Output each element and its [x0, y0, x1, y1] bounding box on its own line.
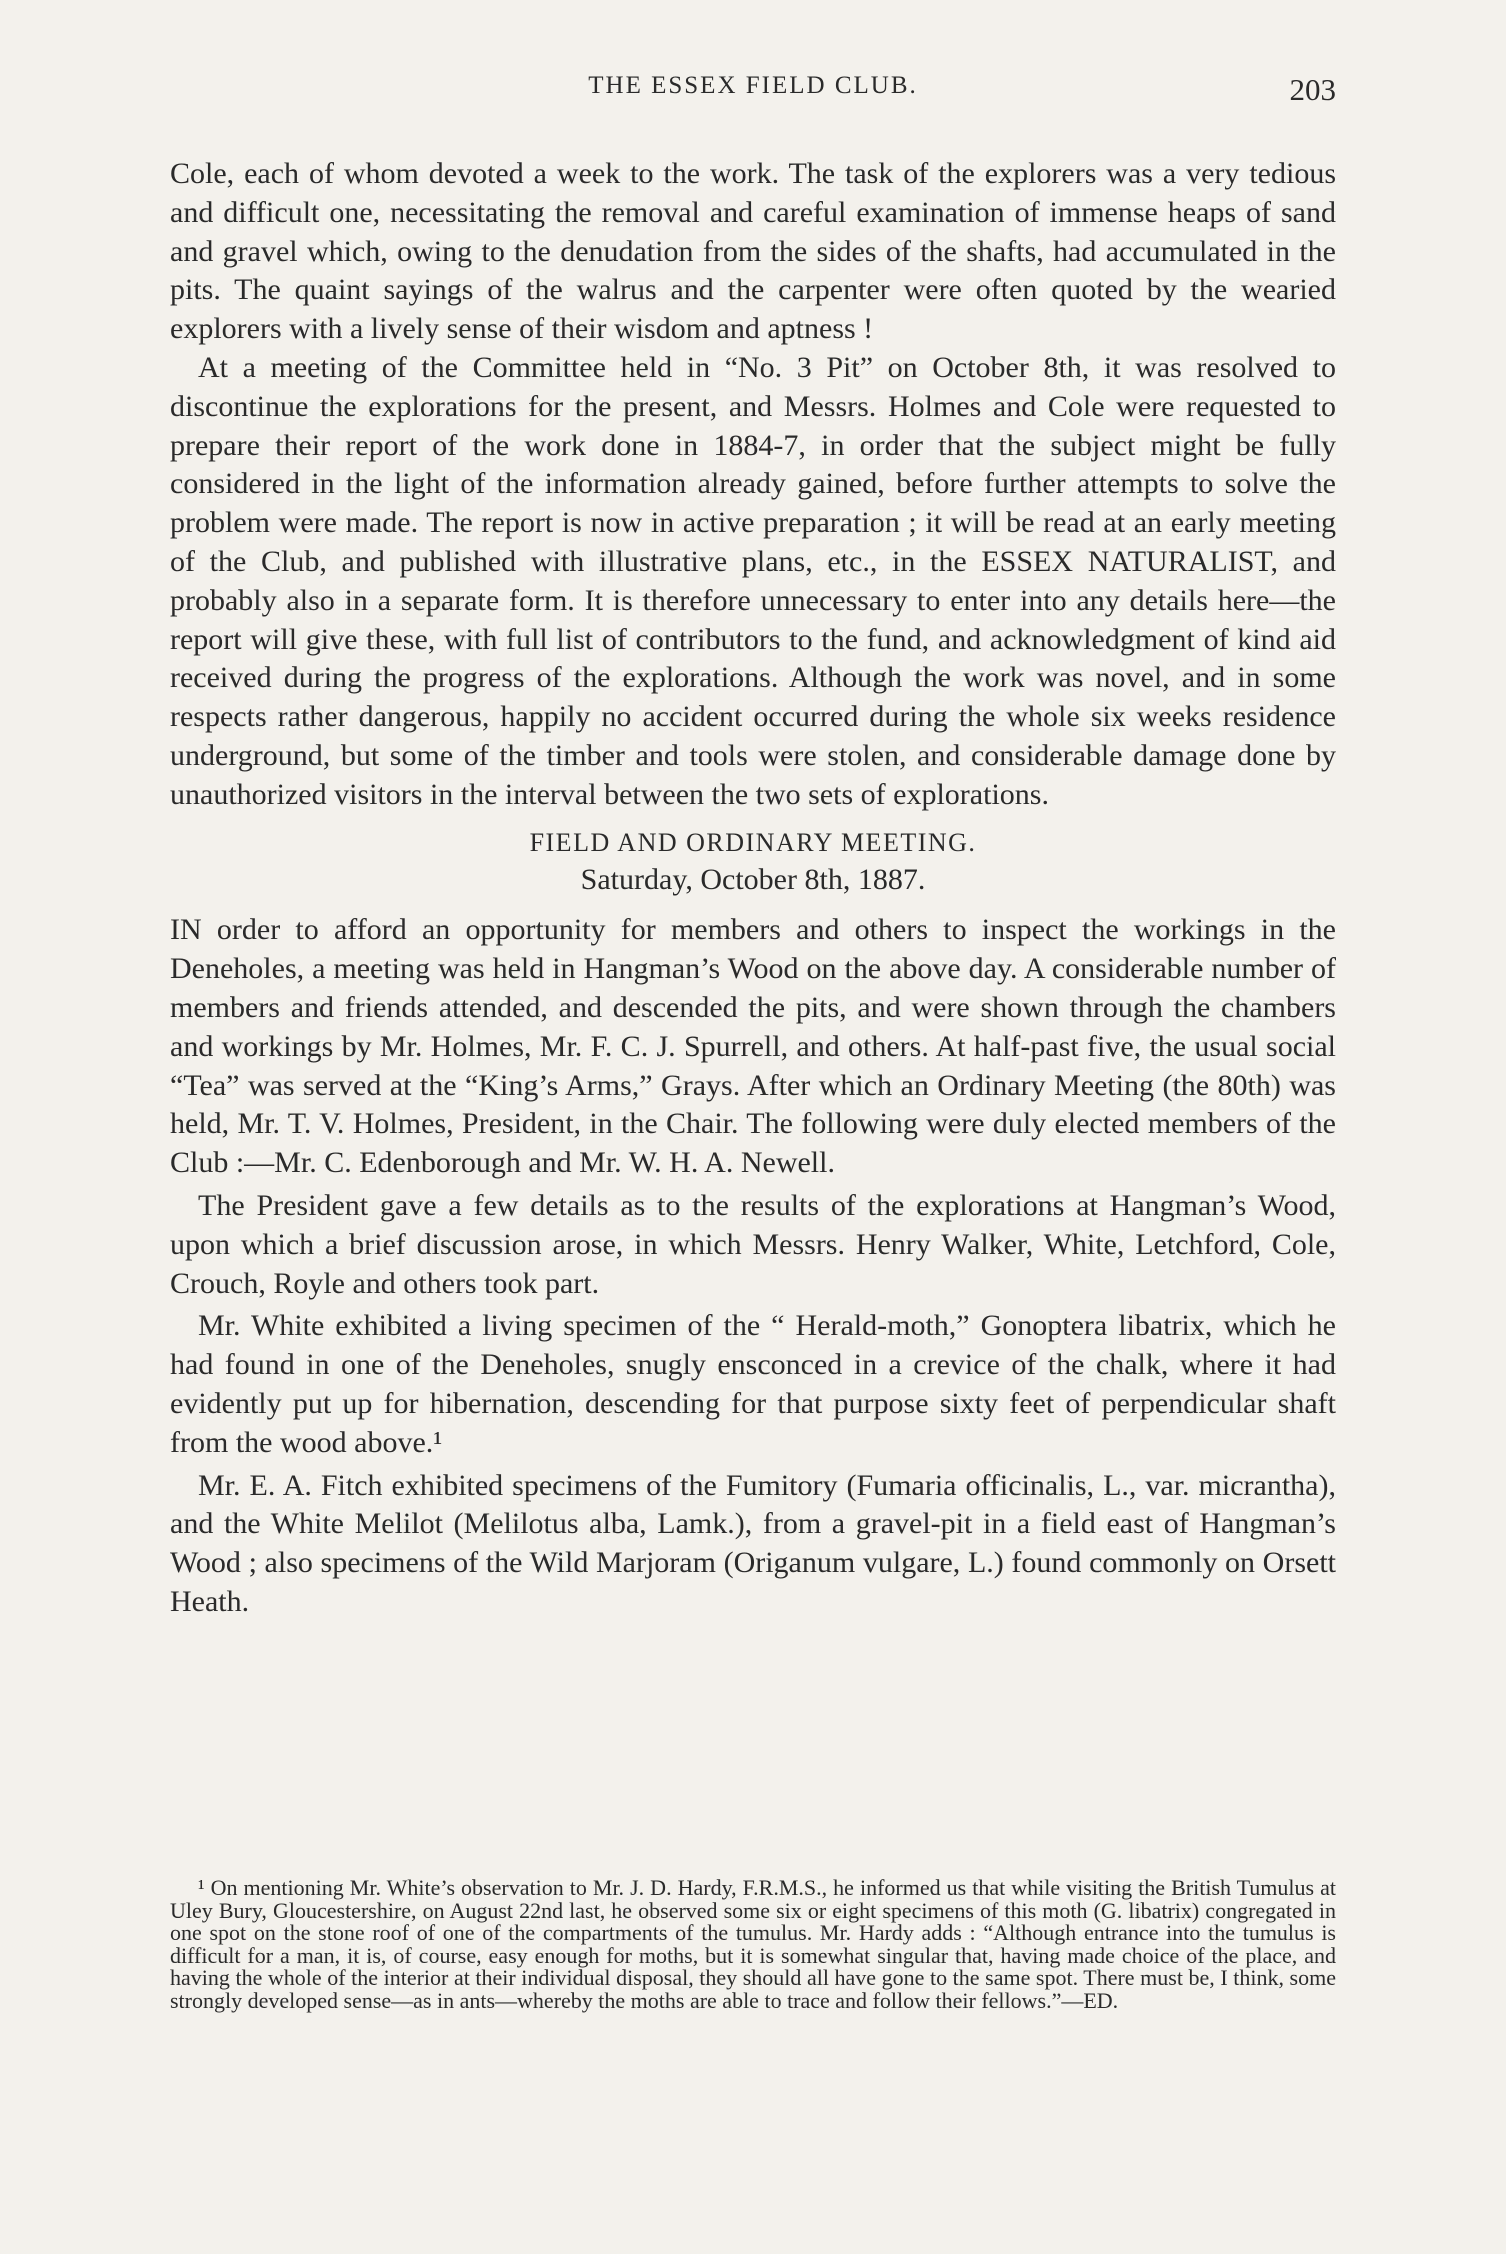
page-number: 203 — [1289, 72, 1336, 107]
running-head — [170, 72, 1336, 112]
paragraph: Mr. E. A. Fitch exhibited specimens of the Fumitory (Fumaria officinalis, L., var. micrantha), and the White Melilot (Melilotus alba, Lamk.), from a gravel-pit in a field east of Hangman’s Wood ; also specimens of the Wild Marjoram (Origanum vulgare, L.) found commonly on Orsett Heath. — [170, 1468, 1336, 1618]
section-date: Saturday, October 8th, 1887. — [580, 862, 926, 896]
paragraph: The President gave a few details as to the results of the explorations at Hangman’s Wood, upon which a brief discussion arose, in which Messrs. Henry Walker, White, Letchford, Cole, Crouch, Royle and others took part. — [170, 1188, 1336, 1300]
paragraph: Cole, each of whom devoted a week to the work. The task of the explorers was a very tedious and difficult one, necessitating the removal and careful examination of immense heaps of sand and gravel which, owing to the denudation from the sides of the shafts, had accumulated in the pits. The quaint sayings of the walrus and the carpenter were often quoted by the wearied explorers with a lively sense of their wisdom and aptness ! — [170, 157, 1336, 346]
paragraph: Mr. White exhibited a living specimen of the “ Herald-moth,” Gonoptera libatrix, which he had found in one of the Deneholes, snugly ensconced in a crevice of the chalk, where it had evidently put up for hibernation, descending for that purpose sixty feet of perpendicular shaft from the wood above.¹ — [170, 1309, 1336, 1459]
paragraph: At a meeting of the Committee held in “No. 3 Pit” on October 8th, it was resolved to discontinue the explorations for the present, and Messrs. Holmes and Cole were requested to prepare their report of the work done in 1884-7, in order that the subject might be fully considered in the light of the information already gained, before further attempts to solve the problem were made. The report is now in active preparation ; it will be read at an early meeting of the Club, and published with illustrative plans, etc., in the ESSEX NATURALIST, and probably also in a separate form. It is therefore unnecessary to enter into any details here—the report will give these, with full list of contributors to the fund, and acknowledgment of kind aid received during the progress of the explorations. Although the work was novel, and in some respects rather dangerous, happily no accident occurred during the whole six weeks residence underground, but some of the timber and tools were stolen, and considerable damage done by unauthorized visitors in the interval between the two sets of explorations. — [170, 350, 1336, 811]
footnote: ¹ On mentioning Mr. White’s observation to Mr. J. D. Hardy, F.R.M.S., he informed us that while visiting the British Tumulus at Uley Bury, Gloucestershire, on August 22nd last, he observed some six or eight specimens of this moth (G. libatrix) congregated in one spot on the stone roof of one of the compartments of the tumulus. Mr. Hardy adds : “Although entrance into the tumulus is difficult for a man, it is, of course, easy enough for moths, but it is somewhat singular that, having made choice of the place, and having the whole of the interior at their individual disposal, they should all have gone to the same spot. There must be, I think, some strongly developed sense—as in ants—whereby the moths are able to trace and follow their fellows.”—ED. — [170, 1875, 1336, 2013]
paragraph: IN order to afford an opportunity for members and others to inspect the workings in the Deneholes, a meeting was held in Hangman’s Wood on the above day. A considerable number of members and friends attended, and descended the pits, and were shown through the chambers and workings by Mr. Holmes, Mr. F. C. J. Spurrell, and others. At half-past five, the usual social “Tea” was served at the “King’s Arms,” Grays. After which an Ordinary Meeting (the 80th) was held, Mr. T. V. Holmes, President, in the Chair. The following were duly elected members of the Club :—Mr. C. Edenborough and Mr. W. H. A. Newell. — [170, 913, 1336, 1180]
body-text — [170, 155, 1336, 1622]
section-heading: FIELD AND ORDINARY MEETING. — [529, 827, 977, 857]
footnotes — [170, 1877, 1336, 2012]
running-title: THE ESSEX FIELD CLUB. — [588, 72, 918, 99]
